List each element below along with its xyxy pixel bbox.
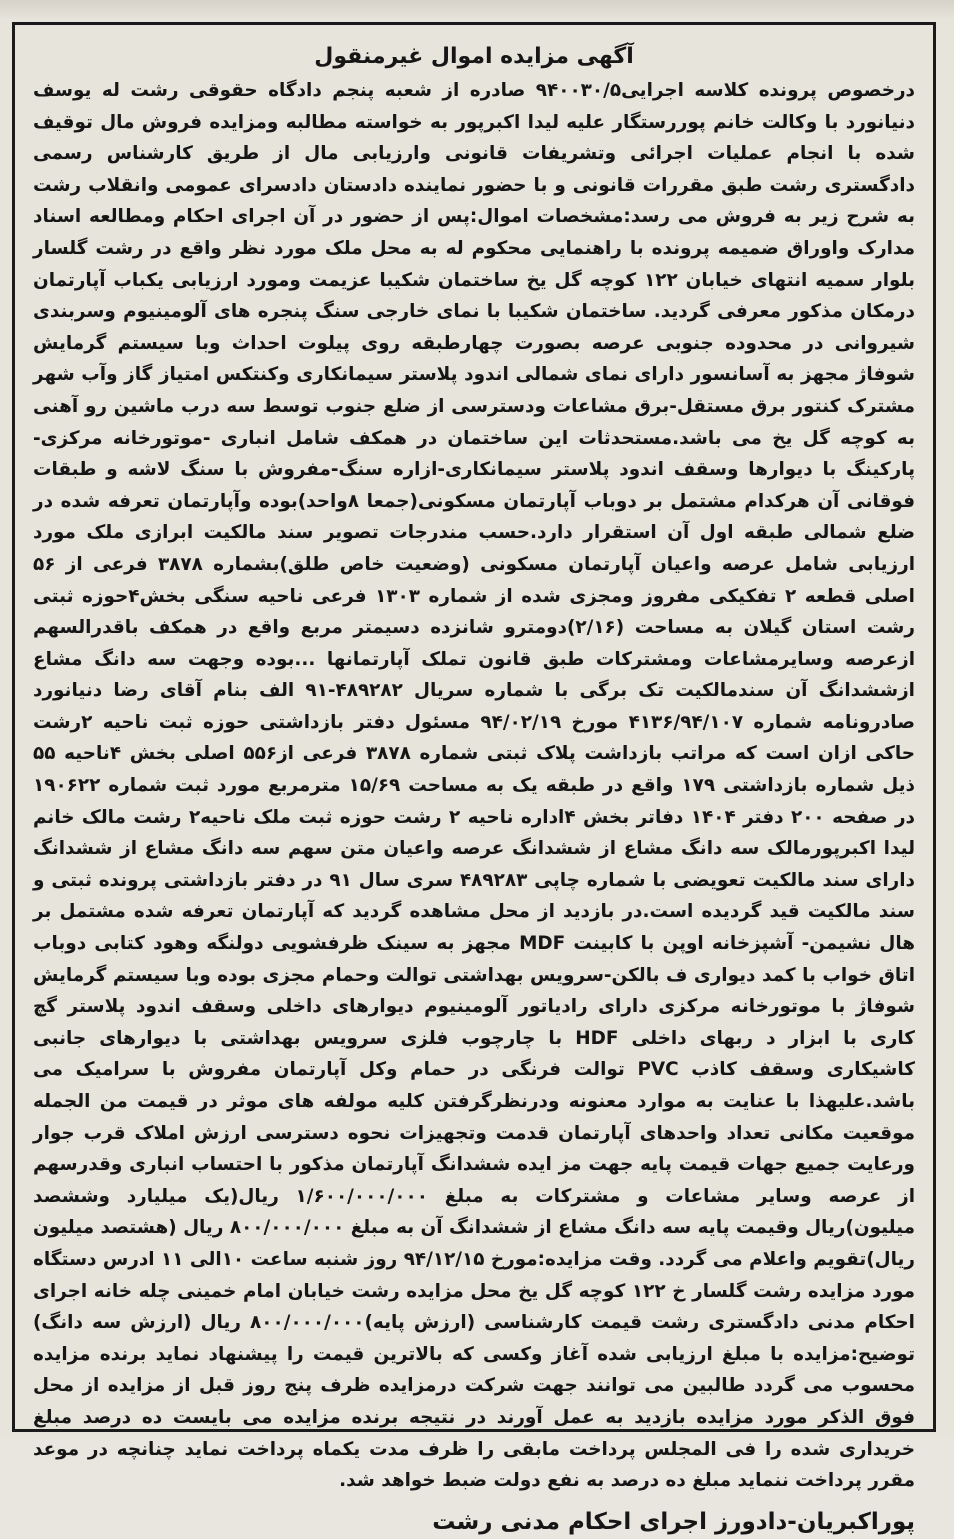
notice-body: درخصوص پرونده کلاسه اجرایی۹۴۰۰۳۰/۵ صادره از شعبه پنجم دادگاه حقوقی رشت له یوسف دنیانورد با وکالت خانم پوررستگار علیه لیدا اکبرپور به خواسته مطالبه ومزایده فروش مال توقیف شده با انجام عملیات اجرائی وتشریفات قانونی وارزیابی مال از طریق کارشناس رسمی دادگستری رشت طبق مقررات قانونی و با حضور نماینده دادستان دادسرای عمومی وانقلاب رشت به شرح زیر به فروش می رسد:مشخصات اموال:پس از حضور در آن اجرای احکام ومطالعه اسناد مدارک واوراق ضمیمه پرونده با راهنمایی محکوم له به محل ملک مورد نظر واقع در رشت گلسار بلوار سمیه انتهای خیابان ۱۲۲ کوچه گل یخ ساختمان شکیبا عزیمت ومورد ارزیابی یکباب آپارتمان درمکان مذکور معرفی گردید. ساختمان شکیبا با نمای خارجی سنگ پنجره های آلومینیوم وسربندی شیروانی در محدوده جنوبی عرصه بصورت چهارطبقه روی پیلوت احداث وبا سیستم گرمایش شوفاژ مجهز به آسانسور دارای نمای شمالی اندود پلاستر سیمانکاری وکنتکس امتیاز گاز وآب شهر مشترک کنتور برق مستقل-برق مشاعات ودسترسی از ضلع جنوب توسط سه درب ماشین رو آهنی به کوچه گل یخ می باشد.مستحدثات این ساختمان در همکف شامل انباری -موتورخانه مرکزی-پارکینگ با دیوارها وسقف اندود پلاستر سیمانکاری-ازاره سنگ-مفروش با سنگ لاشه و طبقات فوقانی آن هرکدام مشتمل بر دوباب آپارتمان مسکونی(جمعا ۸واحد)بوده وآپارتمان تعرفه شده در ضلع شمالی طبقه اول آن استقرار دارد.حسب مندرجات تصویر سند مالکیت ابرازی ملک مورد ارزیابی شامل عرصه واعیان آپارتمان مسکونی (وضعیت خاص طلق)بشماره ۳۸۷۸ فرعی از ۵۶ اصلی قطعه ۲ تفکیکی مفروز ومجزی شده از شماره ۱۳۰۳ فرعی ناحیه سنگی بخش۴حوزه ثبتی رشت استان گیلان به مساحت (۲/۱۶)دومترو شانزده دسیمتر مربع واقع در همکف باقدرالسهم ازعرصه وسایرمشاعات ومشترکات طبق قانون تملک آپارتمانها ...بوده وجهت سه دانگ مشاع ازششدانگ آن سندمالکیت تک برگی با شماره سریال ۴۸۹۲۸۲-۹۱ الف بنام آقای رضا دنیانورد صادرونامه شماره ۴۱۳۶/۹۴/۱۰۷ مورخ ۹۴/۰۲/۱۹ مسئول دفتر بازداشتی حوزه ثبت ناحیه ۲رشت حاکی ازان است که مراتب بازداشت پلاک ثبتی شماره ۳۸۷۸ فرعی از۵۵۶ اصلی بخش ۴ناحیه ۵۵ ذیل شماره بازداشتی ۱۷۹ واقع در طبقه یک به مساحت ۱۵/۶۹ مترمربع مورد ثبت شماره ۱۹۰۶۲۲ در صفحه ۲۰۰ دفتر ۱۴۰۴ دفاتر بخش ۴اداره ناحیه ۲ رشت حوزه ثبت ملک ناحیه۲ رشت مالک خانم لیدا اکبرپورمالک سه دانگ مشاع از ششدانگ عرصه واعیان متن سهم سه دانگ مشاع از ششدانگ دارای سند مالکیت تعویضی با شماره چاپی ۴۸۹۲۸۳ سری سال ۹۱ در دفتر بازداشتی پرونده ثبتی و سند مالکیت قید گردیده است.در بازدید از محل مشاهده گردید که آپارتمان تعرفه شده مشتمل بر هال نشیمن- آشپزخانه اوپن با کابینت MDF مجهز به سینک ظرفشویی دولنگه وهود کتابی دوباب اتاق خواب با کمد دیواری ف بالکن-سرویس بهداشتی توالت وحمام مجزی بوده وبا سیستم گرمایش شوفاژ با موتورخانه مرکزی دارای رادیاتور آلومینیوم دیوارهای داخلی وسقف اندود پلاستر گچ کاری با ابزار د ربهای داخلی HDF با چارچوب فلزی سرویس بهداشتی با دیوارهای جانبی کاشیکاری وسقف کاذب PVC توالت فرنگی در حمام وکل آپارتمان مفروش با سرامیک می باشد.علیهذا با عنایت به موارد معنونه ودرنظرگرفتن کلیه مولفه های موثر در قیمت من الجمله موقعیت مکانی تعداد واحدهای آپارتمان قدمت وتجهیزات نحوه دسترسی ارزش املاک قرب جوار ورعایت جمیع جهات قیمت پایه جهت مز ایده ششدانگ آپارتمان مذکور با احتساب انباری وقدرسهم از عرصه وسایر مشاعات و مشترکات به مبلغ ۱/۶۰۰/۰۰۰/۰۰۰ ریال(یک میلیارد وششصد میلیون)ریال وقیمت پایه سه دانگ مشاع از ششدانگ آن به مبلغ ۸۰۰/۰۰۰/۰۰۰ ریال (هشتصد میلیون ریال)تقویم واعلام می گردد. وقت مزایده:مورخ ۹۴/۱۲/۱۵ روز شنبه ساعت ۱۰الی ۱۱ ادرس دستگاه مورد مزایده رشت گلسار خ ۱۲۲ کوچه گل یخ محل مزایده رشت خیابان امام خمینی چله خانه اجرای احکام مدنی دادگستری رشت قیمت کارشناسی (ارزش پایه)۸۰۰/۰۰۰/۰۰۰ ریال (ارزش سه دانگ) توضیح:مزایده با مبلغ ارزیابی شده آغاز وکسی که بالاترین قیمت را پیشنهاد نماید برنده مزایده محسوب می گردد طالبین می توانند جهت شرکت درمزایده ظرف پنج روز قبل از مزایده از محل فوق الذکر مورد مزایده بازدید به عمل آورند در نتیجه برنده مزایده می بایست ده درصد مبلغ خریداری شده را فی المجلس پرداخت مابقی را ظرف مدت یکماه پرداخت نماید چنانچه در موعد مقرر پرداخت ننماید مبلغ ده درصد به نفع دولت ضبط خواهد شد.	[33, 80, 916, 1492]
previous-page-bleed	[0, 0, 954, 20]
notice-frame	[12, 22, 936, 1535]
notice-title: آگهی مزایده اموال غیرمنقول	[314, 44, 634, 69]
notice-signature: پوراکبریان-دادورز اجرای احکام مدنی رشت	[432, 1508, 915, 1535]
